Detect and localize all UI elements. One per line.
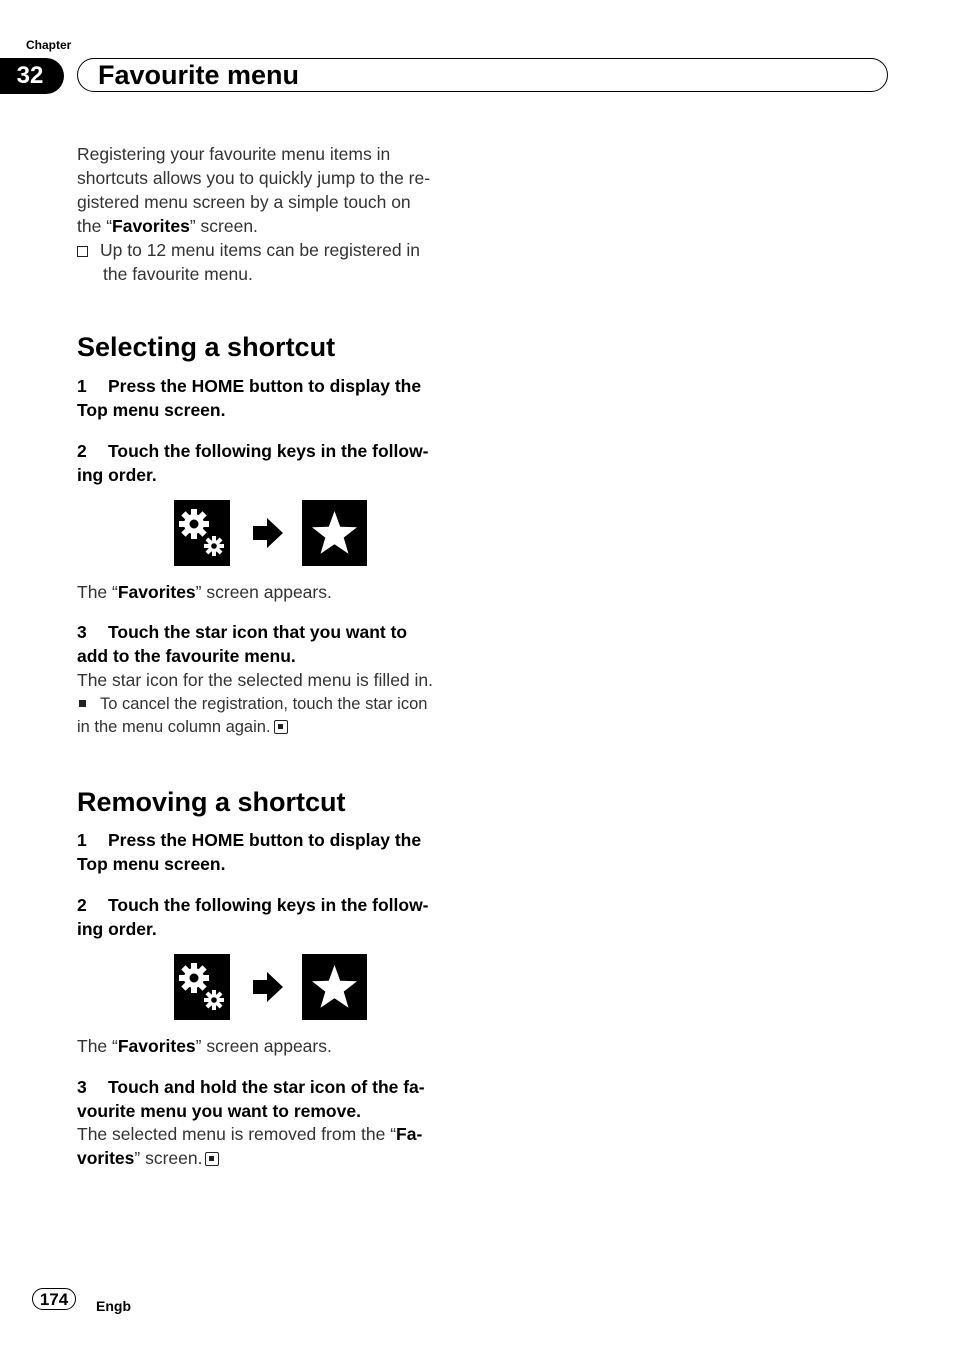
select-result-text [77, 580, 461, 604]
intro-line: Registering your favourite menu items in [77, 144, 391, 164]
select-step-3-description: The star icon for the selected menu is filled in. [77, 670, 434, 690]
step-text: Touch the following keys in the follow- [108, 895, 429, 915]
note-item [77, 238, 461, 262]
gears-icon [174, 500, 230, 566]
step-number: 1 [77, 376, 87, 396]
intro-line: shortcuts allows you to quickly jump to the re- [77, 168, 431, 188]
step-line [77, 374, 461, 398]
step-line [77, 828, 461, 852]
step-line [77, 620, 461, 644]
remove-step-3-description [77, 1122, 461, 1170]
text-span: ” screen. [189, 216, 258, 236]
tip-line [77, 716, 461, 739]
tip-line [77, 693, 461, 716]
step-line: Top menu screen. [77, 854, 226, 874]
star-icon [302, 954, 367, 1020]
step-number: 3 [77, 1077, 87, 1097]
step-line: ing order. [77, 465, 157, 485]
remove-step-1 [77, 828, 461, 876]
step-number: 3 [77, 622, 87, 642]
text-span: The “ [77, 1036, 118, 1056]
step-line: Top menu screen. [77, 400, 226, 420]
favorites-key[interactable] [302, 954, 367, 1020]
settings-key[interactable] [174, 954, 230, 1020]
end-mark-icon [274, 720, 288, 734]
step-text: Press the HOME button to display the [108, 376, 422, 396]
step-number: 1 [77, 830, 87, 850]
star-icon [302, 500, 367, 566]
step-line [77, 439, 461, 463]
text-span: ” screen appears. [195, 1036, 332, 1056]
gears-icon [174, 954, 230, 1020]
step-number: 2 [77, 441, 87, 461]
step-line [77, 893, 461, 917]
text-span: ” screen appears. [195, 582, 332, 602]
section-heading-remove: Removing a shortcut [77, 787, 346, 817]
tip-text: To cancel the registration, touch the star icon [100, 695, 428, 713]
select-step-2 [77, 439, 461, 487]
bullet-square-icon [79, 700, 86, 707]
select-step-1 [77, 374, 461, 422]
page-number: 174 [32, 1288, 76, 1310]
favorites-key[interactable] [302, 500, 367, 566]
favorites-term: Favorites [117, 582, 196, 602]
favorites-term: Fa- [396, 1124, 423, 1144]
settings-key[interactable] [174, 500, 230, 566]
desc-line [77, 1146, 461, 1170]
text-span: The selected menu is removed from the “ [77, 1124, 397, 1144]
select-step-3 [77, 620, 461, 668]
step-line: ing order. [77, 919, 157, 939]
chapter-title: Favourite menu [77, 58, 888, 92]
note-text: Up to 12 menu items can be registered in [100, 240, 421, 260]
favorites-term: Favorites [112, 216, 190, 236]
language-code: Engb [96, 1298, 131, 1314]
text-span: ” screen. [134, 1148, 203, 1168]
select-step-3-tip [77, 693, 461, 739]
remove-step-3 [77, 1075, 461, 1123]
step-text: Touch and hold the star icon of the fa- [108, 1077, 425, 1097]
arrow-right-icon [252, 970, 284, 1009]
text-span: The “ [77, 582, 118, 602]
intro-line: gistered menu screen by a simple touch on [77, 192, 411, 212]
step-line: vourite menu you want to remove. [77, 1101, 361, 1121]
note-text: the favourite menu. [103, 264, 253, 284]
intro-paragraph [77, 142, 461, 286]
end-mark-icon [205, 1152, 219, 1166]
intro-line [77, 214, 461, 238]
chapter-number: 32 [0, 58, 64, 94]
section-heading-select: Selecting a shortcut [77, 332, 336, 362]
arrow-right-icon [252, 516, 284, 555]
step-line: add to the favourite menu. [77, 646, 296, 666]
step-line [77, 1075, 461, 1099]
favorites-term: Favorites [117, 1036, 196, 1056]
text-span: the “ [77, 216, 113, 236]
step-text: Touch the star icon that you want to [108, 622, 408, 642]
step-text: Touch the following keys in the follow- [108, 441, 429, 461]
chapter-label: Chapter [26, 38, 72, 52]
remove-result-text [77, 1034, 461, 1058]
favorites-term: vorites [77, 1148, 135, 1168]
desc-line [77, 1122, 461, 1146]
step-number: 2 [77, 895, 87, 915]
note-checkbox-icon [77, 246, 88, 257]
remove-step-2 [77, 893, 461, 941]
step-text: Press the HOME button to display the [108, 830, 422, 850]
tip-text: in the menu column again. [77, 718, 271, 736]
